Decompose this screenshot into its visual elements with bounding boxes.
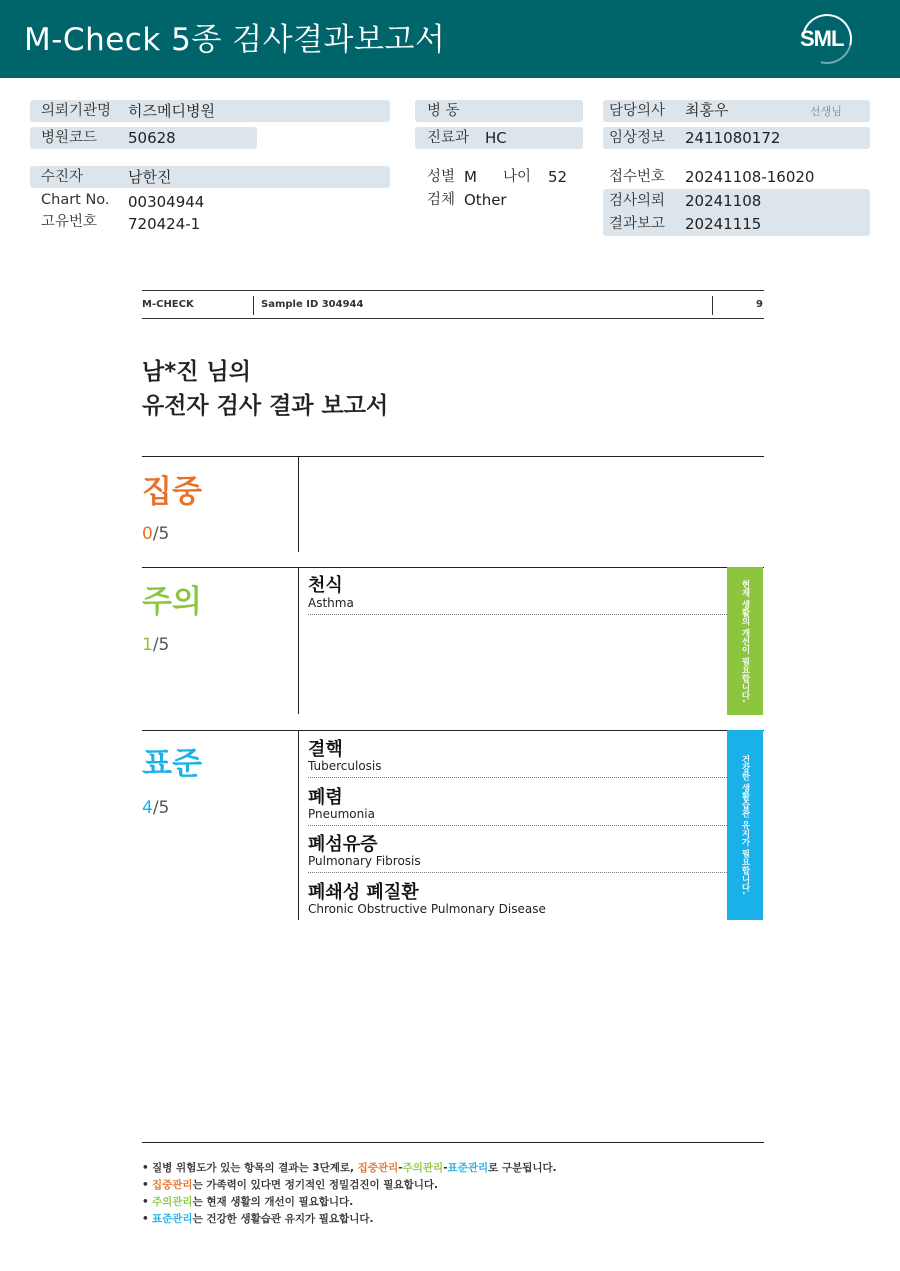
note-line: • 표준관리는 건강한 생활습관 유지가 필요합니다. (142, 1213, 374, 1225)
logo-text: SML (800, 26, 844, 51)
age-value: 52 (548, 168, 568, 186)
report-date-value: 20241115 (685, 215, 762, 233)
intensive-label: 집중 (142, 474, 202, 510)
intensive-count: 0 (142, 524, 153, 544)
disease-name-ko: 결핵 (308, 739, 343, 760)
report-header-bottom-rule (142, 318, 764, 319)
sample-id: Sample ID 304944 (261, 299, 364, 310)
page-number: 9 (756, 299, 763, 310)
section-rule (142, 456, 764, 457)
disease-name-ko: 천식 (308, 575, 343, 596)
caution-label: 주의 (142, 584, 202, 620)
disease-name-en: Pulmonary Fibrosis (308, 854, 421, 868)
sml-logo (796, 14, 856, 66)
doctor-suffix: 선생님 (810, 105, 842, 118)
institution-value: 히즈메디병원 (128, 102, 215, 120)
footer-rule (142, 1142, 764, 1143)
item-divider (308, 872, 727, 873)
sex-label: 성별 (427, 169, 456, 185)
brand-label: M-CHECK (142, 299, 194, 310)
caution-side-text: 현재 생활의 개선이 필요합니다. (740, 579, 750, 703)
dept-label: 진료과 (427, 130, 470, 146)
standard-label: 표준 (142, 746, 202, 782)
intensive-score (142, 524, 169, 544)
disease-name-en: Pneumonia (308, 807, 375, 821)
item-divider (308, 825, 727, 826)
standard-side-text: 건강한 생활습관 유지가 필요합니다. (740, 755, 750, 895)
doctor-label: 담당의사 (609, 103, 666, 119)
section-divider (298, 457, 299, 552)
receipt-value: 20241108-16020 (685, 168, 815, 186)
disease-name-en: Asthma (308, 596, 354, 610)
dept-value: HC (485, 129, 507, 147)
clinical-label: 임상정보 (609, 130, 666, 146)
disease-name-ko: 폐쇄성 폐질환 (308, 882, 419, 903)
disease-name-ko: 폐렴 (308, 787, 343, 808)
item-divider (308, 614, 727, 615)
note-line: • 집중관리는 가족력이 있다면 정기적인 정밀검진이 필요합니다. (142, 1179, 438, 1191)
caution-count: 1 (142, 635, 153, 655)
greeting-line-1: 남*진 님의 (142, 359, 251, 385)
request-value: 20241108 (685, 192, 762, 210)
hospital-code-value: 50628 (128, 129, 176, 147)
header-separator (712, 296, 713, 315)
specimen-label: 검체 (427, 192, 456, 208)
institution-label: 의뢰기관명 (41, 103, 112, 119)
sex-value: M (464, 168, 477, 186)
note-line: • 질병 위험도가 있는 항목의 결과는 3단계로, 집중관리-주의관리-표준관리로 구분됩니다. (142, 1162, 557, 1174)
item-divider (308, 777, 727, 778)
footer-notes (142, 1160, 764, 1228)
clinical-value: 2411080172 (685, 129, 781, 147)
section-divider (298, 568, 299, 714)
caution-score (142, 635, 169, 655)
report-title: M-Check 5종 검사결과보고서 (24, 22, 446, 58)
report-date-label: 결과보고 (609, 216, 666, 232)
receipt-label: 접수번호 (609, 169, 666, 185)
standard-score (142, 798, 169, 818)
patient-label: 수진자 (41, 169, 84, 185)
section-rule (142, 567, 764, 568)
header-bar (0, 0, 900, 78)
chart-value: 00304944 (128, 193, 205, 211)
disease-name-ko: 폐섬유증 (308, 834, 378, 855)
header-separator (253, 296, 254, 315)
patient-value: 남한진 (128, 168, 172, 186)
greeting-line-2: 유전자 검사 결과 보고서 (142, 393, 389, 419)
disease-name-en: Chronic Obstructive Pulmonary Disease (308, 902, 546, 916)
section-rule (142, 730, 764, 731)
request-label: 검사의뢰 (609, 193, 666, 209)
hospital-code-label: 병원코드 (41, 130, 98, 146)
ward-label: 병 동 (427, 103, 460, 119)
section-divider (298, 731, 299, 920)
chart-label: Chart No. (41, 192, 110, 208)
standard-total: /5 (152, 798, 170, 818)
note-line: • 주의관리는 현재 생활의 개선이 필요합니다. (142, 1196, 354, 1208)
doctor-value: 최홍우 (685, 101, 729, 119)
age-label: 나이 (503, 169, 532, 185)
caution-side-banner (727, 567, 763, 715)
caution-total: /5 (152, 635, 170, 655)
intensive-total: /5 (152, 524, 170, 544)
unique-value: 720424-1 (128, 215, 201, 233)
unique-label: 고유번호 (41, 214, 98, 230)
disease-name-en: Tuberculosis (308, 759, 382, 773)
standard-side-banner (727, 730, 763, 920)
specimen-value: Other (464, 191, 507, 209)
patient-row (30, 166, 390, 188)
standard-count: 4 (142, 798, 153, 818)
report-header-top-rule (142, 290, 764, 291)
